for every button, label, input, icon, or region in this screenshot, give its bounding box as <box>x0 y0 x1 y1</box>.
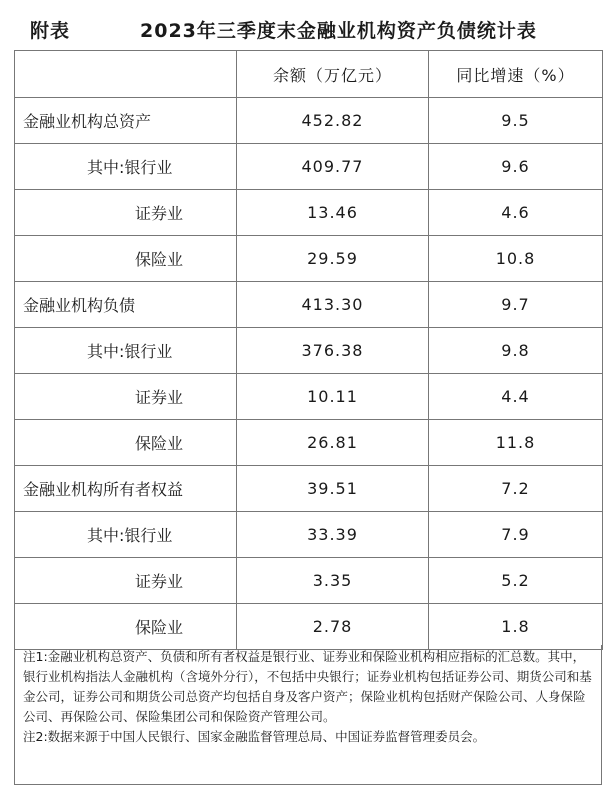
table-row <box>15 512 603 558</box>
row-label: 证券业 <box>15 558 237 604</box>
row-growth: 9.6 <box>429 144 603 190</box>
row-amount: 2.78 <box>237 604 429 650</box>
row-growth: 4.4 <box>429 374 603 420</box>
row-label: 保险业 <box>15 604 237 650</box>
row-label: 其中:银行业 <box>15 512 237 558</box>
row-amount: 10.11 <box>237 374 429 420</box>
title-main: 2023年三季度末金融业机构资产负债统计表 <box>140 20 537 42</box>
table-row <box>15 144 603 190</box>
table-title <box>0 10 616 44</box>
row-amount: 452.82 <box>237 98 429 144</box>
row-label: 证券业 <box>15 190 237 236</box>
row-amount: 3.35 <box>237 558 429 604</box>
statistics-table <box>14 50 603 650</box>
row-label: 保险业 <box>15 236 237 282</box>
table-row <box>15 604 603 650</box>
table-row <box>15 328 603 374</box>
row-amount: 376.38 <box>237 328 429 374</box>
row-amount: 409.77 <box>237 144 429 190</box>
row-amount: 29.59 <box>237 236 429 282</box>
row-growth: 4.6 <box>429 190 603 236</box>
row-growth: 9.7 <box>429 282 603 328</box>
table-row <box>15 190 603 236</box>
row-growth: 10.8 <box>429 236 603 282</box>
row-growth: 9.8 <box>429 328 603 374</box>
row-amount: 26.81 <box>237 420 429 466</box>
header-label-cell <box>15 51 237 98</box>
table-row <box>15 282 603 328</box>
table-row <box>15 236 603 282</box>
row-growth: 1.8 <box>429 604 603 650</box>
table-row <box>15 558 603 604</box>
header-amount-cell: 余额（万亿元） <box>237 51 429 98</box>
row-amount: 39.51 <box>237 466 429 512</box>
row-growth: 5.2 <box>429 558 603 604</box>
table-row <box>15 420 603 466</box>
table-row <box>15 98 603 144</box>
row-label: 金融业机构总资产 <box>15 98 237 144</box>
row-growth: 7.2 <box>429 466 603 512</box>
table-header-row <box>15 51 603 98</box>
row-label: 金融业机构负债 <box>15 282 237 328</box>
table-row <box>15 466 603 512</box>
row-amount: 33.39 <box>237 512 429 558</box>
table-notes <box>14 645 602 785</box>
title-prefix: 附表 <box>30 20 71 42</box>
header-growth-cell: 同比增速（%） <box>429 51 603 98</box>
note-1: 注1:金融业机构总资产、负债和所有者权益是银行业、证券业和保险业机构相应指标的汇总数。其中，银行业机构指法人金融机构（含境外分行），不包括中央银行；证券业机构包括证券公司、期货公司和基金公司，证券公司和期货公司总资产均包括自身及客户资产；保险业机构包括财产保险公司、人身保险公司、再保险公司、保险集团公司和保险资产管理公司。 <box>23 649 592 724</box>
table-row <box>15 374 603 420</box>
row-label: 金融业机构所有者权益 <box>15 466 237 512</box>
row-growth: 7.9 <box>429 512 603 558</box>
row-label: 保险业 <box>15 420 237 466</box>
note-2: 注2:数据来源于中国人民银行、国家金融监督管理总局、中国证券监督管理委员会。 <box>23 729 486 744</box>
row-label: 其中:银行业 <box>15 328 237 374</box>
row-label: 证券业 <box>15 374 237 420</box>
row-amount: 413.30 <box>237 282 429 328</box>
row-label: 其中:银行业 <box>15 144 237 190</box>
row-growth: 11.8 <box>429 420 603 466</box>
row-growth: 9.5 <box>429 98 603 144</box>
row-amount: 13.46 <box>237 190 429 236</box>
